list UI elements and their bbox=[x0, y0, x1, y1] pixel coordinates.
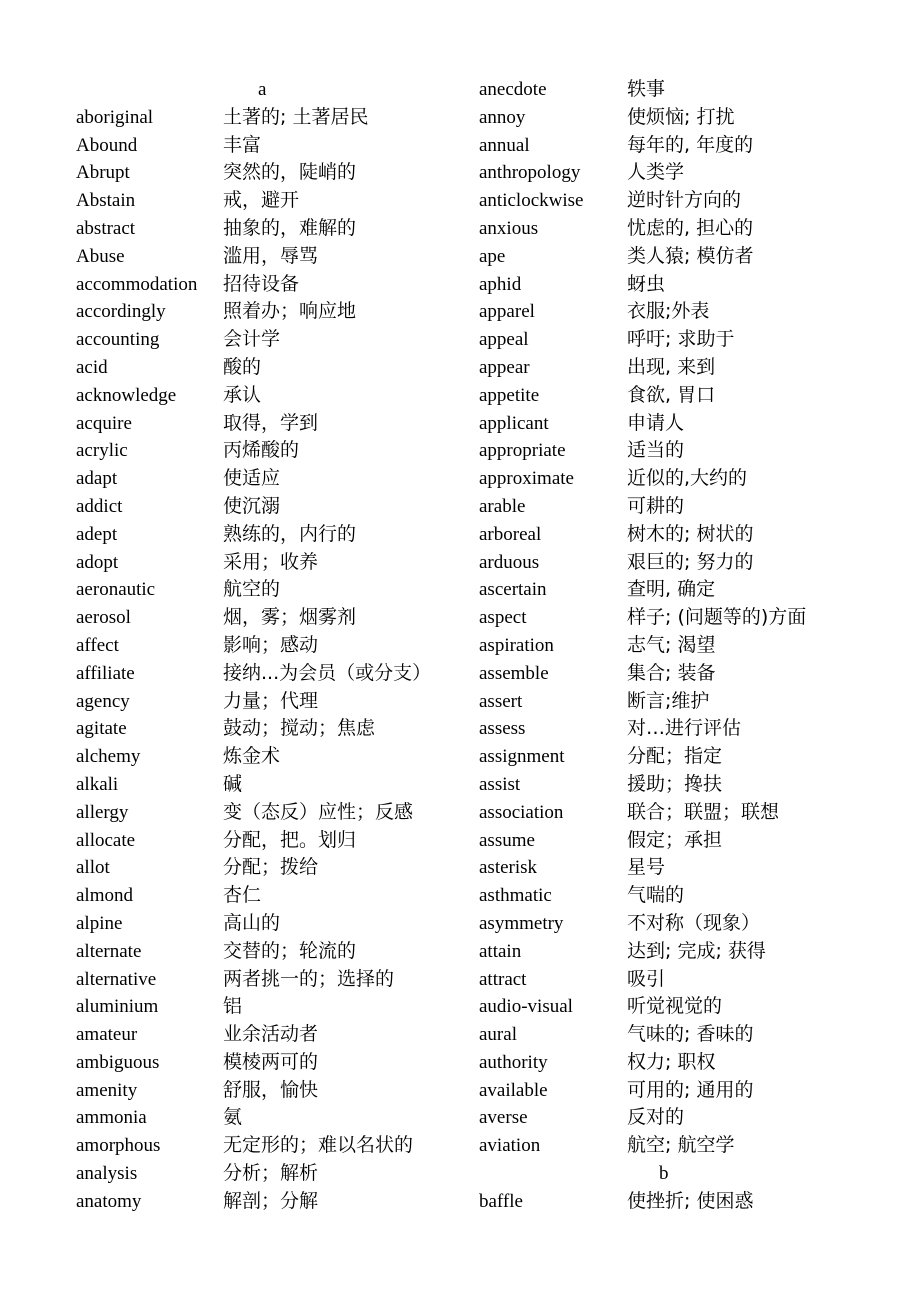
english-word: asterisk bbox=[479, 857, 538, 879]
chinese-meaning: 假定；承担 bbox=[627, 828, 723, 851]
vocab-entry bbox=[479, 1188, 849, 1216]
vocab-entry bbox=[76, 382, 446, 410]
section-header bbox=[479, 1160, 849, 1188]
chinese-meaning: 样子; (问题等的)方面 bbox=[627, 606, 807, 629]
english-word: assess bbox=[479, 718, 526, 740]
chinese-meaning: 断言;维护 bbox=[627, 689, 710, 712]
english-word: attract bbox=[479, 968, 527, 990]
chinese-meaning: 联合；联盟；联想 bbox=[627, 800, 780, 823]
chinese-meaning: 照着办；响应地 bbox=[223, 300, 357, 323]
chinese-meaning: 影响；感动 bbox=[223, 633, 319, 656]
vocab-entry bbox=[479, 966, 849, 994]
chinese-meaning: 气味的; 香味的 bbox=[627, 1023, 754, 1046]
vocab-entry bbox=[479, 410, 849, 438]
chinese-meaning: 土著的; 土著居民 bbox=[223, 105, 369, 128]
vocab-entry bbox=[76, 215, 446, 243]
vocab-entry bbox=[76, 493, 446, 521]
english-word: annoy bbox=[479, 106, 526, 128]
english-word: aeronautic bbox=[76, 579, 156, 601]
vocab-entry bbox=[479, 493, 849, 521]
vocab-entry bbox=[76, 827, 446, 855]
vocab-entry bbox=[76, 660, 446, 688]
chinese-meaning: 气喘的 bbox=[627, 884, 685, 907]
chinese-meaning: 星号 bbox=[627, 856, 666, 879]
chinese-meaning: 炼金术 bbox=[223, 745, 281, 768]
vocab-entry bbox=[479, 854, 849, 882]
english-word: assignment bbox=[479, 746, 565, 768]
chinese-meaning: 解剖；分解 bbox=[223, 1189, 319, 1212]
chinese-meaning: 交替的；轮流的 bbox=[223, 939, 357, 962]
english-word: appeal bbox=[479, 329, 529, 351]
vocab-entry bbox=[479, 827, 849, 855]
vocab-entry bbox=[76, 576, 446, 604]
english-word: amateur bbox=[76, 1024, 138, 1046]
chinese-meaning: 碱 bbox=[223, 772, 243, 795]
chinese-meaning: 使适应 bbox=[223, 467, 281, 490]
english-word: Abound bbox=[76, 134, 138, 156]
chinese-meaning: 招待设备 bbox=[223, 272, 300, 295]
english-word: attain bbox=[479, 940, 522, 962]
vocab-entry bbox=[76, 298, 446, 326]
english-word: aviation bbox=[479, 1135, 541, 1157]
english-word: anthropology bbox=[479, 162, 581, 184]
vocab-entry bbox=[479, 715, 849, 743]
vocab-entry bbox=[76, 1021, 446, 1049]
vocab-entry bbox=[76, 1049, 446, 1077]
chinese-meaning: 抽象的，难解的 bbox=[223, 216, 357, 239]
english-word: agitate bbox=[76, 718, 127, 740]
vocab-entry bbox=[479, 882, 849, 910]
chinese-meaning: 食欲, 胃口 bbox=[627, 383, 716, 406]
chinese-meaning: 滥用，辱骂 bbox=[223, 244, 319, 267]
chinese-meaning: 使沉溺 bbox=[223, 494, 281, 517]
english-word: arable bbox=[479, 495, 526, 517]
vocab-entry bbox=[76, 437, 446, 465]
vocab-entry bbox=[76, 410, 446, 438]
vocab-entry bbox=[76, 326, 446, 354]
vocab-entry bbox=[479, 132, 849, 160]
vocab-entry bbox=[479, 549, 849, 577]
vocab-entry bbox=[76, 854, 446, 882]
english-word: aerosol bbox=[76, 607, 131, 629]
english-word: arboreal bbox=[479, 523, 542, 545]
english-word: acrylic bbox=[76, 440, 128, 462]
chinese-meaning: 艰巨的; 努力的 bbox=[627, 550, 754, 573]
chinese-meaning: 变（态反）应性；反感 bbox=[223, 800, 414, 823]
english-word: adopt bbox=[76, 551, 119, 573]
english-word: available bbox=[479, 1079, 548, 1101]
english-word: anticlockwise bbox=[479, 190, 584, 212]
chinese-meaning: 丙烯酸的 bbox=[223, 439, 300, 462]
english-word: accommodation bbox=[76, 273, 198, 295]
english-word: appear bbox=[479, 356, 530, 378]
english-word: assemble bbox=[479, 662, 549, 684]
vocab-entry bbox=[479, 910, 849, 938]
chinese-meaning: 酸的 bbox=[223, 355, 262, 378]
vocab-entry bbox=[76, 1160, 446, 1188]
vocab-entry bbox=[76, 966, 446, 994]
english-word: audio-visual bbox=[479, 996, 573, 1018]
vocab-entry bbox=[479, 271, 849, 299]
english-word: aphid bbox=[479, 273, 522, 295]
vocab-entry bbox=[76, 271, 446, 299]
vocab-entry bbox=[479, 76, 849, 104]
vocab-entry bbox=[479, 938, 849, 966]
english-word: assert bbox=[479, 690, 523, 712]
vocab-entry bbox=[76, 521, 446, 549]
vocab-entry bbox=[76, 465, 446, 493]
english-word: acquire bbox=[76, 412, 132, 434]
english-word: alchemy bbox=[76, 746, 141, 768]
chinese-meaning: 近似的,大约的 bbox=[627, 467, 748, 490]
english-word: appetite bbox=[479, 384, 540, 406]
english-word: amenity bbox=[76, 1079, 138, 1101]
chinese-meaning: 分配；拨给 bbox=[223, 856, 319, 879]
english-word: approximate bbox=[479, 468, 574, 490]
english-word: ambiguous bbox=[76, 1051, 160, 1073]
vocab-entry bbox=[76, 938, 446, 966]
english-word: ammonia bbox=[76, 1107, 147, 1129]
chinese-meaning: 吸引 bbox=[627, 967, 666, 990]
vocab-entry bbox=[479, 743, 849, 771]
vocab-entry bbox=[479, 632, 849, 660]
chinese-meaning: 力量；代理 bbox=[223, 689, 319, 712]
english-word: Abstain bbox=[76, 190, 136, 212]
chinese-meaning: 戒，避开 bbox=[223, 189, 300, 212]
chinese-meaning: 呼吁; 求助于 bbox=[627, 328, 735, 351]
english-word: agency bbox=[76, 690, 130, 712]
chinese-meaning: 忧虑的, 担心的 bbox=[627, 216, 754, 239]
vocab-entry bbox=[479, 465, 849, 493]
chinese-meaning: 熟练的，内行的 bbox=[223, 522, 357, 545]
english-word: affiliate bbox=[76, 662, 135, 684]
vocab-entry bbox=[76, 1188, 446, 1216]
english-word: authority bbox=[479, 1051, 548, 1073]
english-word: alkali bbox=[76, 773, 119, 795]
section-letter: b bbox=[659, 1163, 669, 1185]
vocab-entry bbox=[76, 549, 446, 577]
english-word: anatomy bbox=[76, 1190, 142, 1212]
chinese-meaning: 可耕的 bbox=[627, 494, 685, 517]
english-word: asthmatic bbox=[479, 885, 552, 907]
english-word: ascertain bbox=[479, 579, 547, 601]
chinese-meaning: 取得，学到 bbox=[223, 411, 319, 434]
left-column bbox=[76, 76, 446, 1216]
vocab-entry bbox=[76, 743, 446, 771]
chinese-meaning: 每年的, 年度的 bbox=[627, 133, 754, 156]
english-word: asymmetry bbox=[479, 912, 564, 934]
chinese-meaning: 杏仁 bbox=[223, 884, 262, 907]
vocab-entry bbox=[76, 243, 446, 271]
chinese-meaning: 志气; 渴望 bbox=[627, 633, 716, 656]
vocab-entry bbox=[479, 576, 849, 604]
english-word: almond bbox=[76, 885, 133, 907]
english-word: assume bbox=[479, 829, 535, 851]
vocab-entry bbox=[76, 632, 446, 660]
vocab-entry bbox=[76, 159, 446, 187]
vocab-entry bbox=[76, 910, 446, 938]
chinese-meaning: 对…进行评估 bbox=[627, 717, 742, 740]
english-word: aluminium bbox=[76, 996, 159, 1018]
english-word: aspect bbox=[479, 607, 527, 629]
vocab-entry bbox=[76, 104, 446, 132]
vocab-entry bbox=[76, 1132, 446, 1160]
vocab-entry bbox=[479, 326, 849, 354]
english-word: appropriate bbox=[479, 440, 566, 462]
chinese-meaning: 舒服，愉快 bbox=[223, 1078, 319, 1101]
english-word: adapt bbox=[76, 468, 118, 490]
vocab-entry bbox=[479, 354, 849, 382]
vocab-entry bbox=[76, 688, 446, 716]
english-word: anecdote bbox=[479, 79, 547, 100]
section-letter: a bbox=[258, 79, 267, 100]
vocab-entry bbox=[76, 715, 446, 743]
vocab-entry bbox=[479, 993, 849, 1021]
english-word: acid bbox=[76, 356, 108, 378]
chinese-meaning: 蚜虫 bbox=[627, 272, 666, 295]
english-word: Abuse bbox=[76, 245, 125, 267]
chinese-meaning: 权力; 职权 bbox=[627, 1050, 716, 1073]
chinese-meaning: 航空的 bbox=[223, 578, 281, 601]
vocab-entry bbox=[479, 215, 849, 243]
english-word: adept bbox=[76, 523, 118, 545]
english-word: accounting bbox=[76, 329, 160, 351]
vocab-entry bbox=[76, 354, 446, 382]
english-word: allocate bbox=[76, 829, 136, 851]
chinese-meaning: 可用的; 通用的 bbox=[627, 1078, 754, 1101]
chinese-meaning: 采用；收养 bbox=[223, 550, 319, 573]
chinese-meaning: 承认 bbox=[223, 383, 262, 406]
vocab-entry bbox=[479, 159, 849, 187]
chinese-meaning: 分配，把。划归 bbox=[223, 828, 357, 851]
chinese-meaning: 类人猿; 模仿者 bbox=[627, 244, 754, 267]
vocab-entry bbox=[479, 660, 849, 688]
chinese-meaning: 接纳...为会员（或分支） bbox=[223, 661, 432, 684]
vocab-entry bbox=[76, 799, 446, 827]
english-word: addict bbox=[76, 495, 123, 517]
chinese-meaning: 使挫折; 使困惑 bbox=[627, 1189, 754, 1212]
english-word: alternative bbox=[76, 968, 157, 990]
chinese-meaning: 烟，雾；烟雾剂 bbox=[223, 606, 357, 629]
english-word: arduous bbox=[479, 551, 540, 573]
english-word: allergy bbox=[76, 801, 129, 823]
english-word: Abrupt bbox=[76, 162, 130, 184]
vocab-entry bbox=[479, 437, 849, 465]
vocab-entry bbox=[76, 771, 446, 799]
vocab-entry bbox=[479, 382, 849, 410]
english-word: assist bbox=[479, 773, 521, 795]
vocab-entry bbox=[479, 1049, 849, 1077]
chinese-meaning: 查明, 确定 bbox=[627, 578, 716, 601]
vocab-entry bbox=[479, 604, 849, 632]
english-word: affect bbox=[76, 634, 119, 656]
chinese-meaning: 突然的，陡峭的 bbox=[223, 161, 357, 184]
chinese-meaning: 两者挑一的；选择的 bbox=[223, 967, 395, 990]
english-word: acknowledge bbox=[76, 384, 177, 406]
chinese-meaning: 分析；解析 bbox=[223, 1162, 319, 1185]
chinese-meaning: 援助；搀扶 bbox=[627, 772, 723, 795]
chinese-meaning: 氨 bbox=[223, 1106, 243, 1129]
chinese-meaning: 轶事 bbox=[627, 78, 666, 100]
vocab-entry bbox=[76, 1077, 446, 1105]
chinese-meaning: 衣服;外表 bbox=[627, 300, 710, 323]
english-word: abstract bbox=[76, 217, 136, 239]
vocab-entry bbox=[76, 187, 446, 215]
vocab-entry bbox=[76, 1104, 446, 1132]
english-word: amorphous bbox=[76, 1135, 161, 1157]
english-word: annual bbox=[479, 134, 530, 156]
vocab-entry bbox=[479, 298, 849, 326]
section-header bbox=[76, 76, 446, 104]
chinese-meaning: 反对的 bbox=[627, 1106, 685, 1129]
chinese-meaning: 模棱两可的 bbox=[223, 1050, 319, 1073]
english-word: aural bbox=[479, 1024, 517, 1046]
english-word: alternate bbox=[76, 940, 142, 962]
english-word: apparel bbox=[479, 301, 535, 323]
chinese-meaning: 高山的 bbox=[223, 911, 281, 934]
vocab-entry bbox=[479, 1132, 849, 1160]
vocab-entry bbox=[76, 132, 446, 160]
chinese-meaning: 出现, 来到 bbox=[627, 355, 716, 378]
vocab-entry bbox=[76, 604, 446, 632]
chinese-meaning: 会计学 bbox=[223, 328, 281, 351]
vocab-entry bbox=[479, 688, 849, 716]
chinese-meaning: 听觉视觉的 bbox=[627, 995, 723, 1018]
english-word: baffle bbox=[479, 1190, 523, 1212]
chinese-meaning: 树木的; 树状的 bbox=[627, 522, 754, 545]
english-word: applicant bbox=[479, 412, 549, 434]
vocab-entry bbox=[479, 1077, 849, 1105]
english-word: alpine bbox=[76, 912, 123, 934]
chinese-meaning: 鼓动；搅动；焦虑 bbox=[223, 717, 376, 740]
vocab-entry bbox=[479, 1104, 849, 1132]
chinese-meaning: 适当的 bbox=[627, 439, 685, 462]
chinese-meaning: 人类学 bbox=[627, 161, 685, 184]
english-word: aboriginal bbox=[76, 106, 154, 128]
vocab-entry bbox=[479, 799, 849, 827]
right-column bbox=[479, 76, 849, 1216]
chinese-meaning: 航空; 航空学 bbox=[627, 1134, 735, 1157]
chinese-meaning: 逆时针方向的 bbox=[627, 189, 742, 212]
english-word: association bbox=[479, 801, 564, 823]
vocab-entry bbox=[479, 104, 849, 132]
english-word: accordingly bbox=[76, 301, 166, 323]
english-word: anxious bbox=[479, 217, 539, 239]
vocab-entry bbox=[76, 882, 446, 910]
vocab-entry bbox=[479, 771, 849, 799]
vocab-entry bbox=[479, 521, 849, 549]
english-word: analysis bbox=[76, 1163, 138, 1185]
vocab-entry bbox=[479, 187, 849, 215]
chinese-meaning: 无定形的；难以名状的 bbox=[223, 1134, 414, 1157]
english-word: aspiration bbox=[479, 634, 554, 656]
chinese-meaning: 申请人 bbox=[627, 411, 685, 434]
chinese-meaning: 业余活动者 bbox=[223, 1023, 319, 1046]
english-word: allot bbox=[76, 857, 110, 879]
vocab-entry bbox=[479, 243, 849, 271]
chinese-meaning: 使烦恼; 打扰 bbox=[627, 105, 735, 128]
chinese-meaning: 达到; 完成; 获得 bbox=[627, 939, 766, 962]
chinese-meaning: 丰富 bbox=[223, 133, 262, 156]
vocab-entry bbox=[479, 1021, 849, 1049]
english-word: averse bbox=[479, 1107, 528, 1129]
chinese-meaning: 铝 bbox=[223, 995, 243, 1018]
chinese-meaning: 不对称（现象） bbox=[627, 911, 761, 934]
english-word: ape bbox=[479, 245, 506, 267]
chinese-meaning: 分配；指定 bbox=[627, 745, 723, 768]
vocab-entry bbox=[76, 993, 446, 1021]
chinese-meaning: 集合; 装备 bbox=[627, 661, 716, 684]
